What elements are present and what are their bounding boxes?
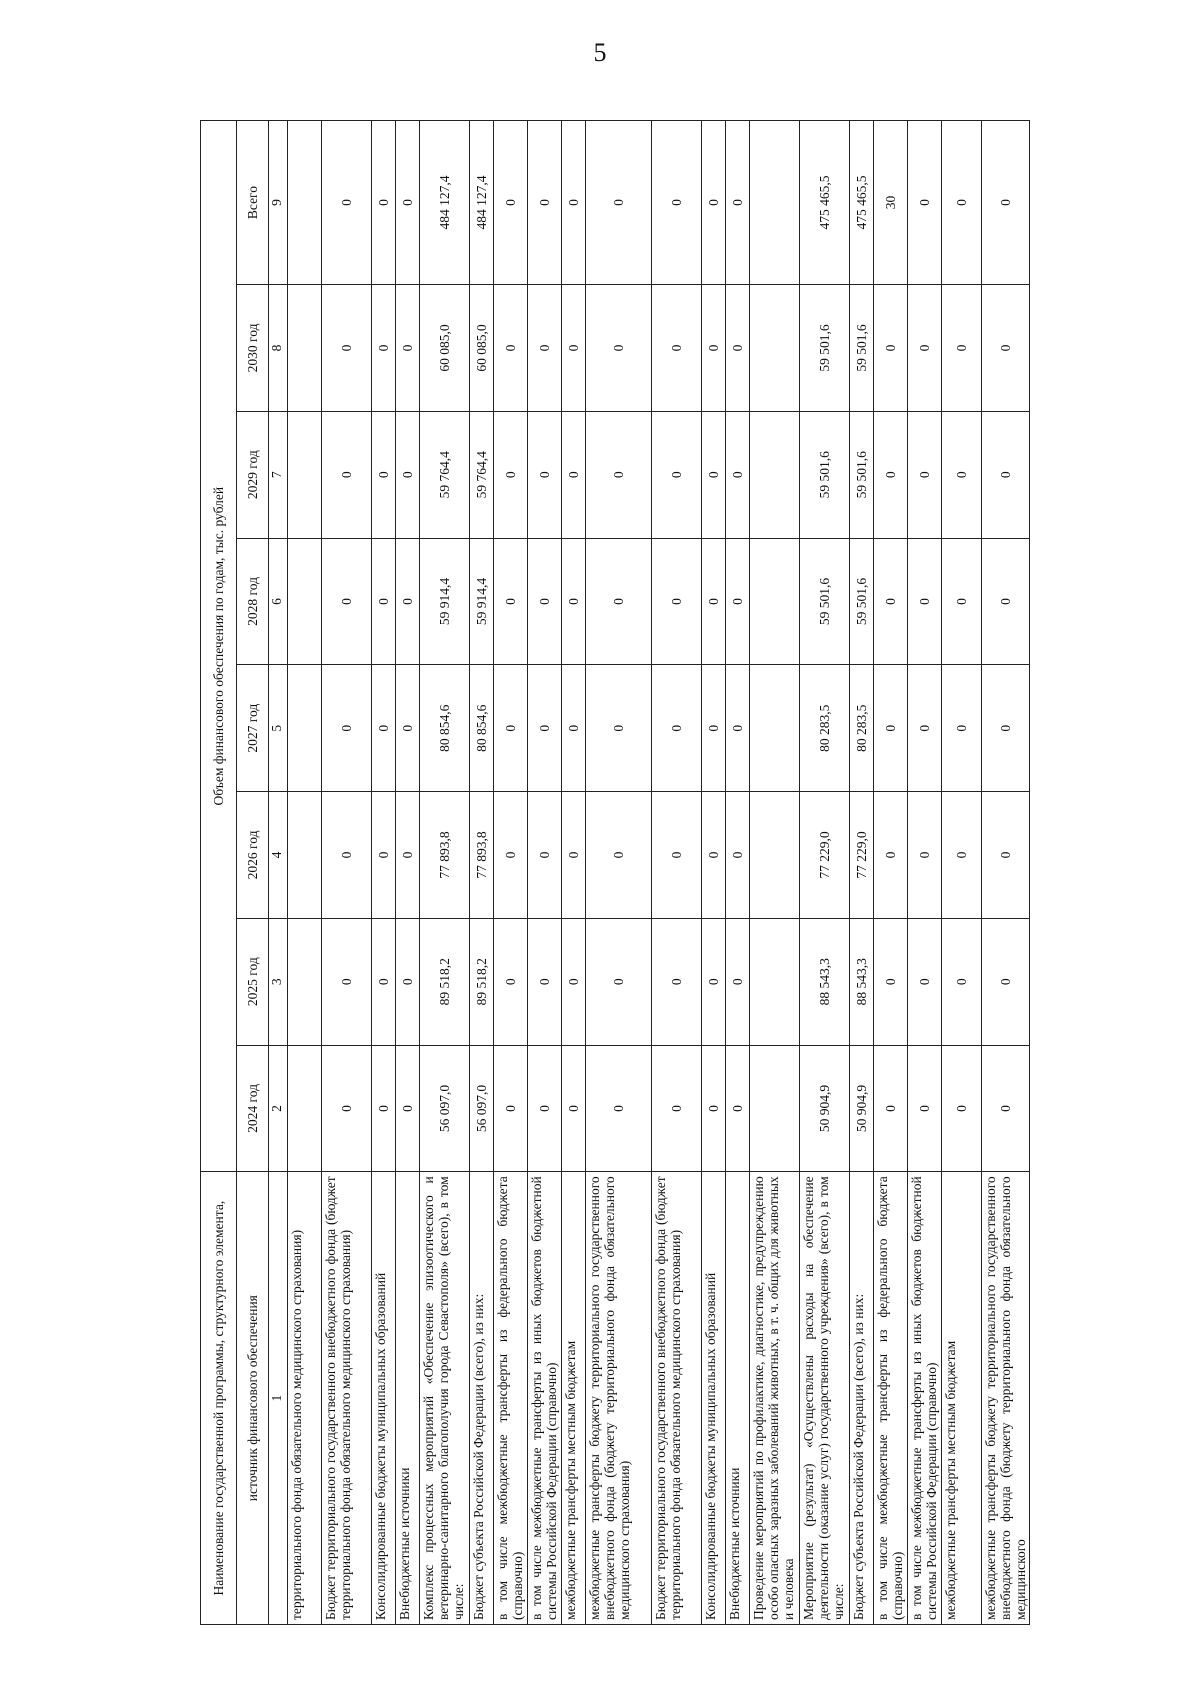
table-row: [726, 121, 750, 1625]
cell-year-value: 0: [528, 918, 562, 1045]
cell-total: 0: [652, 121, 702, 285]
cell-year-value: 0: [702, 285, 726, 412]
cell-total: [288, 121, 322, 285]
cell-year-value: 59 501,6: [850, 411, 874, 538]
cell-year-value: 0: [322, 285, 372, 412]
cell-year-value: 0: [562, 285, 586, 412]
cell-total: 0: [982, 121, 1030, 285]
cell-total: 0: [702, 121, 726, 285]
header-year: 2025 год: [237, 918, 269, 1045]
cell-year-value: 77 229,0: [800, 792, 850, 919]
cell-year-value: 0: [908, 792, 942, 919]
cell-year-value: 0: [982, 918, 1030, 1045]
table-row: [908, 121, 942, 1625]
table-row: [750, 121, 800, 1625]
cell-total: 484 127,4: [420, 121, 470, 285]
cell-year-value: 0: [586, 285, 652, 412]
cell-total: 0: [942, 121, 982, 285]
table-row: [470, 121, 494, 1625]
cell-year-value: 0: [726, 792, 750, 919]
cell-year-value: 0: [702, 1045, 726, 1172]
cell-total: [750, 121, 800, 285]
row-label: Бюджет субъекта Российской Федерации (всего), из них:: [470, 1172, 494, 1625]
cell-year-value: 0: [562, 538, 586, 665]
cell-year-value: 80 854,6: [470, 665, 494, 792]
table-body: [288, 121, 1030, 1625]
cell-year-value: 0: [908, 538, 942, 665]
column-number: 4: [269, 792, 288, 919]
cell-year-value: [288, 285, 322, 412]
cell-year-value: 89 518,2: [420, 918, 470, 1045]
table-row: [420, 121, 470, 1625]
cell-total: 484 127,4: [470, 121, 494, 285]
cell-year-value: 59 764,4: [420, 411, 470, 538]
row-label: в том числе межбюджетные трансферты из иных бюджетов бюджетной системы Российской Федерации (справочно): [908, 1172, 942, 1625]
cell-year-value: 0: [528, 285, 562, 412]
row-label: территориального фонда обязательного медицинского страхования): [288, 1172, 322, 1625]
header-total: Всего: [237, 121, 269, 285]
column-number: 3: [269, 918, 288, 1045]
cell-year-value: 0: [396, 792, 420, 919]
cell-total: 475 465,5: [850, 121, 874, 285]
cell-year-value: 88 543,3: [850, 918, 874, 1045]
cell-year-value: 0: [652, 918, 702, 1045]
table-row: [562, 121, 586, 1625]
column-number: 8: [269, 285, 288, 412]
cell-year-value: 0: [874, 411, 908, 538]
cell-year-value: [750, 918, 800, 1045]
cell-year-value: 0: [322, 411, 372, 538]
cell-year-value: 0: [702, 665, 726, 792]
header-year: 2029 год: [237, 411, 269, 538]
cell-year-value: 80 283,5: [800, 665, 850, 792]
cell-year-value: 0: [528, 1045, 562, 1172]
cell-year-value: 0: [494, 665, 528, 792]
cell-year-value: 0: [372, 918, 396, 1045]
cell-year-value: [288, 538, 322, 665]
row-label: Бюджет субъекта Российской Федерации (всего), из них:: [850, 1172, 874, 1625]
cell-total: 0: [908, 121, 942, 285]
cell-year-value: 0: [982, 1045, 1030, 1172]
row-label: Комплекс процессных мероприятий «Обеспечение эпизоотического и ветеринарно-санитарного благополучия города Севастополя» (всего), в том числе:: [420, 1172, 470, 1625]
header-year: 2027 год: [237, 665, 269, 792]
cell-year-value: 0: [652, 665, 702, 792]
cell-year-value: 0: [652, 285, 702, 412]
row-label: в том числе межбюджетные трансферты из федерального бюджета (справочно): [874, 1172, 908, 1625]
cell-year-value: 0: [562, 665, 586, 792]
cell-year-value: 0: [494, 792, 528, 919]
cell-year-value: 0: [942, 538, 982, 665]
table-row: [528, 121, 562, 1625]
cell-year-value: 0: [396, 411, 420, 538]
cell-year-value: 0: [372, 665, 396, 792]
cell-year-value: 0: [372, 1045, 396, 1172]
cell-year-value: 0: [372, 411, 396, 538]
cell-year-value: 88 543,3: [800, 918, 850, 1045]
cell-year-value: [750, 285, 800, 412]
row-label: Внебюджетные источники: [726, 1172, 750, 1625]
cell-year-value: 0: [908, 918, 942, 1045]
cell-year-value: 59 501,6: [800, 411, 850, 538]
table-row: [850, 121, 874, 1625]
cell-year-value: 0: [726, 285, 750, 412]
cell-year-value: 77 893,8: [470, 792, 494, 919]
table-row: [652, 121, 702, 1625]
cell-year-value: 0: [494, 918, 528, 1045]
column-number: 5: [269, 665, 288, 792]
cell-year-value: 56 097,0: [420, 1045, 470, 1172]
cell-total: 0: [726, 121, 750, 285]
cell-year-value: 0: [528, 411, 562, 538]
row-label: в том числе межбюджетные трансферты из федерального бюджета (справочно): [494, 1172, 528, 1625]
row-label: Консолидированные бюджеты муниципальных образований: [372, 1172, 396, 1625]
cell-total: 0: [322, 121, 372, 285]
cell-year-value: 50 904,9: [850, 1045, 874, 1172]
row-label: межбюджетные трансферты бюджету территориального государственного внебюджетного фонда (бюджету территориального фонда обязательного медицинского страхования): [586, 1172, 652, 1625]
cell-year-value: 59 501,6: [800, 538, 850, 665]
cell-year-value: 0: [874, 665, 908, 792]
cell-year-value: 0: [396, 538, 420, 665]
cell-year-value: 0: [726, 1045, 750, 1172]
cell-year-value: 0: [982, 665, 1030, 792]
row-label: Внебюджетные источники: [396, 1172, 420, 1625]
header-year: 2026 год: [237, 792, 269, 919]
row-label: в том числе межбюджетные трансферты из иных бюджетов бюджетной системы Российской Федерации (справочно): [528, 1172, 562, 1625]
cell-year-value: 0: [726, 411, 750, 538]
cell-year-value: 0: [494, 538, 528, 665]
row-label: межбюджетные трансферты местным бюджетам: [562, 1172, 586, 1625]
table-row: [982, 121, 1030, 1625]
cell-year-value: 0: [372, 538, 396, 665]
cell-year-value: 0: [982, 792, 1030, 919]
table-row: [396, 121, 420, 1625]
cell-year-value: 0: [702, 538, 726, 665]
cell-year-value: 0: [726, 665, 750, 792]
cell-year-value: 0: [562, 792, 586, 919]
cell-year-value: 0: [494, 1045, 528, 1172]
cell-total: 0: [396, 121, 420, 285]
cell-year-value: 0: [322, 538, 372, 665]
cell-year-value: 0: [726, 538, 750, 665]
table-row: [702, 121, 726, 1625]
cell-total: 0: [586, 121, 652, 285]
cell-year-value: 0: [396, 665, 420, 792]
cell-total: 475 465,5: [800, 121, 850, 285]
cell-year-value: 59 501,6: [800, 285, 850, 412]
cell-year-value: 0: [652, 1045, 702, 1172]
cell-year-value: [750, 411, 800, 538]
cell-year-value: 0: [528, 538, 562, 665]
table-row: [942, 121, 982, 1625]
table-row: [288, 121, 322, 1625]
cell-year-value: 0: [586, 411, 652, 538]
cell-year-value: 0: [982, 538, 1030, 665]
cell-year-value: [288, 918, 322, 1045]
cell-year-value: 59 914,4: [470, 538, 494, 665]
cell-year-value: 0: [322, 665, 372, 792]
cell-year-value: 0: [982, 285, 1030, 412]
header-year: 2028 год: [237, 538, 269, 665]
cell-year-value: [750, 538, 800, 665]
cell-year-value: 0: [586, 918, 652, 1045]
cell-total: 0: [372, 121, 396, 285]
row-label: межбюджетные трансферты местным бюджетам: [942, 1172, 982, 1625]
cell-year-value: [750, 792, 800, 919]
cell-year-value: 80 854,6: [420, 665, 470, 792]
cell-year-value: 0: [562, 918, 586, 1045]
cell-year-value: 0: [942, 792, 982, 919]
page-number: 5: [593, 38, 607, 67]
cell-year-value: 0: [874, 285, 908, 412]
cell-year-value: 0: [982, 411, 1030, 538]
cell-year-value: 0: [874, 792, 908, 919]
cell-year-value: 0: [874, 1045, 908, 1172]
column-number: 6: [269, 538, 288, 665]
cell-year-value: 0: [528, 665, 562, 792]
funding-table: [200, 120, 1030, 1625]
cell-year-value: 0: [874, 538, 908, 665]
cell-year-value: [288, 411, 322, 538]
cell-year-value: 0: [562, 411, 586, 538]
cell-year-value: 60 085,0: [420, 285, 470, 412]
cell-year-value: 60 085,0: [470, 285, 494, 412]
cell-year-value: [750, 665, 800, 792]
cell-year-value: 0: [372, 792, 396, 919]
cell-year-value: 0: [562, 1045, 586, 1172]
cell-total: 0: [494, 121, 528, 285]
table-row: [874, 121, 908, 1625]
cell-year-value: 0: [494, 285, 528, 412]
cell-year-value: 50 904,9: [800, 1045, 850, 1172]
cell-year-value: 59 501,6: [850, 538, 874, 665]
cell-year-value: 0: [908, 1045, 942, 1172]
cell-year-value: 59 764,4: [470, 411, 494, 538]
cell-year-value: 89 518,2: [470, 918, 494, 1045]
cell-year-value: 0: [396, 285, 420, 412]
column-number: 1: [269, 1172, 288, 1625]
cell-year-value: 0: [322, 792, 372, 919]
cell-year-value: 77 893,8: [420, 792, 470, 919]
cell-year-value: [750, 1045, 800, 1172]
cell-total: 30: [874, 121, 908, 285]
row-label: Проведение мероприятий по профилактике, диагностике, предупреждению особо опасных заразных заболеваний животных, в т. ч. общих для животных и человека: [750, 1172, 800, 1625]
cell-year-value: 0: [726, 918, 750, 1045]
cell-year-value: 0: [586, 1045, 652, 1172]
cell-year-value: 80 283,5: [850, 665, 874, 792]
row-label: Бюджет территориального государственного внебюджетного фонда (бюджет территориального фонда обязательного медицинского страхования): [322, 1172, 372, 1625]
cell-total: 0: [528, 121, 562, 285]
row-label: Бюджет территориального государственного внебюджетного фонда (бюджет территориального фонда обязательного медицинского страхования): [652, 1172, 702, 1625]
cell-year-value: [288, 1045, 322, 1172]
cell-total: 0: [562, 121, 586, 285]
rotated-table-container: [200, 120, 1030, 1625]
cell-year-value: 0: [322, 918, 372, 1045]
table-row: [372, 121, 396, 1625]
header-source-col: источник финансового обеспечения: [237, 1172, 269, 1625]
cell-year-value: 59 914,4: [420, 538, 470, 665]
table-row: [586, 121, 652, 1625]
cell-year-value: 0: [322, 1045, 372, 1172]
cell-year-value: 0: [908, 665, 942, 792]
cell-year-value: 0: [652, 411, 702, 538]
column-number: 2: [269, 1045, 288, 1172]
cell-year-value: 0: [942, 411, 982, 538]
column-number: 9: [269, 121, 288, 285]
header-name-col: Наименование государственной программы, структурного элемента,: [201, 1172, 237, 1625]
cell-year-value: 0: [396, 918, 420, 1045]
cell-year-value: 0: [908, 411, 942, 538]
cell-year-value: 0: [652, 792, 702, 919]
cell-year-value: 0: [942, 1045, 982, 1172]
cell-year-value: 0: [528, 792, 562, 919]
row-label: Мероприятие (результат) «Осуществлены расходы на обеспечение деятельности (оказание услуг) государственного учреждения» (всего), в том числе:: [800, 1172, 850, 1625]
table-row: [800, 121, 850, 1625]
cell-year-value: 0: [942, 665, 982, 792]
cell-year-value: 0: [586, 538, 652, 665]
row-label: Консолидированные бюджеты муниципальных образований: [702, 1172, 726, 1625]
column-number: 7: [269, 411, 288, 538]
cell-year-value: 0: [942, 285, 982, 412]
cell-year-value: 77 229,0: [850, 792, 874, 919]
row-label: межбюджетные трансферты бюджету территориального государственного внебюджетного фонда (бюджету территориального фонда обязательного медицинского: [982, 1172, 1030, 1625]
table-row: [494, 121, 528, 1625]
table-row: [322, 121, 372, 1625]
header-volume-col: Объем финансового обеспечения по годам, тыс. рублей: [201, 121, 237, 1172]
cell-year-value: 0: [586, 792, 652, 919]
cell-year-value: 0: [372, 285, 396, 412]
cell-year-value: 0: [702, 792, 726, 919]
cell-year-value: 0: [494, 411, 528, 538]
cell-year-value: 0: [874, 918, 908, 1045]
cell-year-value: [288, 665, 322, 792]
cell-year-value: 56 097,0: [470, 1045, 494, 1172]
cell-year-value: 59 501,6: [850, 285, 874, 412]
cell-year-value: 0: [942, 918, 982, 1045]
cell-year-value: 0: [702, 918, 726, 1045]
header-year: 2030 год: [237, 285, 269, 412]
cell-year-value: 0: [396, 1045, 420, 1172]
cell-year-value: [288, 792, 322, 919]
cell-year-value: 0: [908, 285, 942, 412]
header-year: 2024 год: [237, 1045, 269, 1172]
cell-year-value: 0: [702, 411, 726, 538]
cell-year-value: 0: [586, 665, 652, 792]
cell-year-value: 0: [652, 538, 702, 665]
